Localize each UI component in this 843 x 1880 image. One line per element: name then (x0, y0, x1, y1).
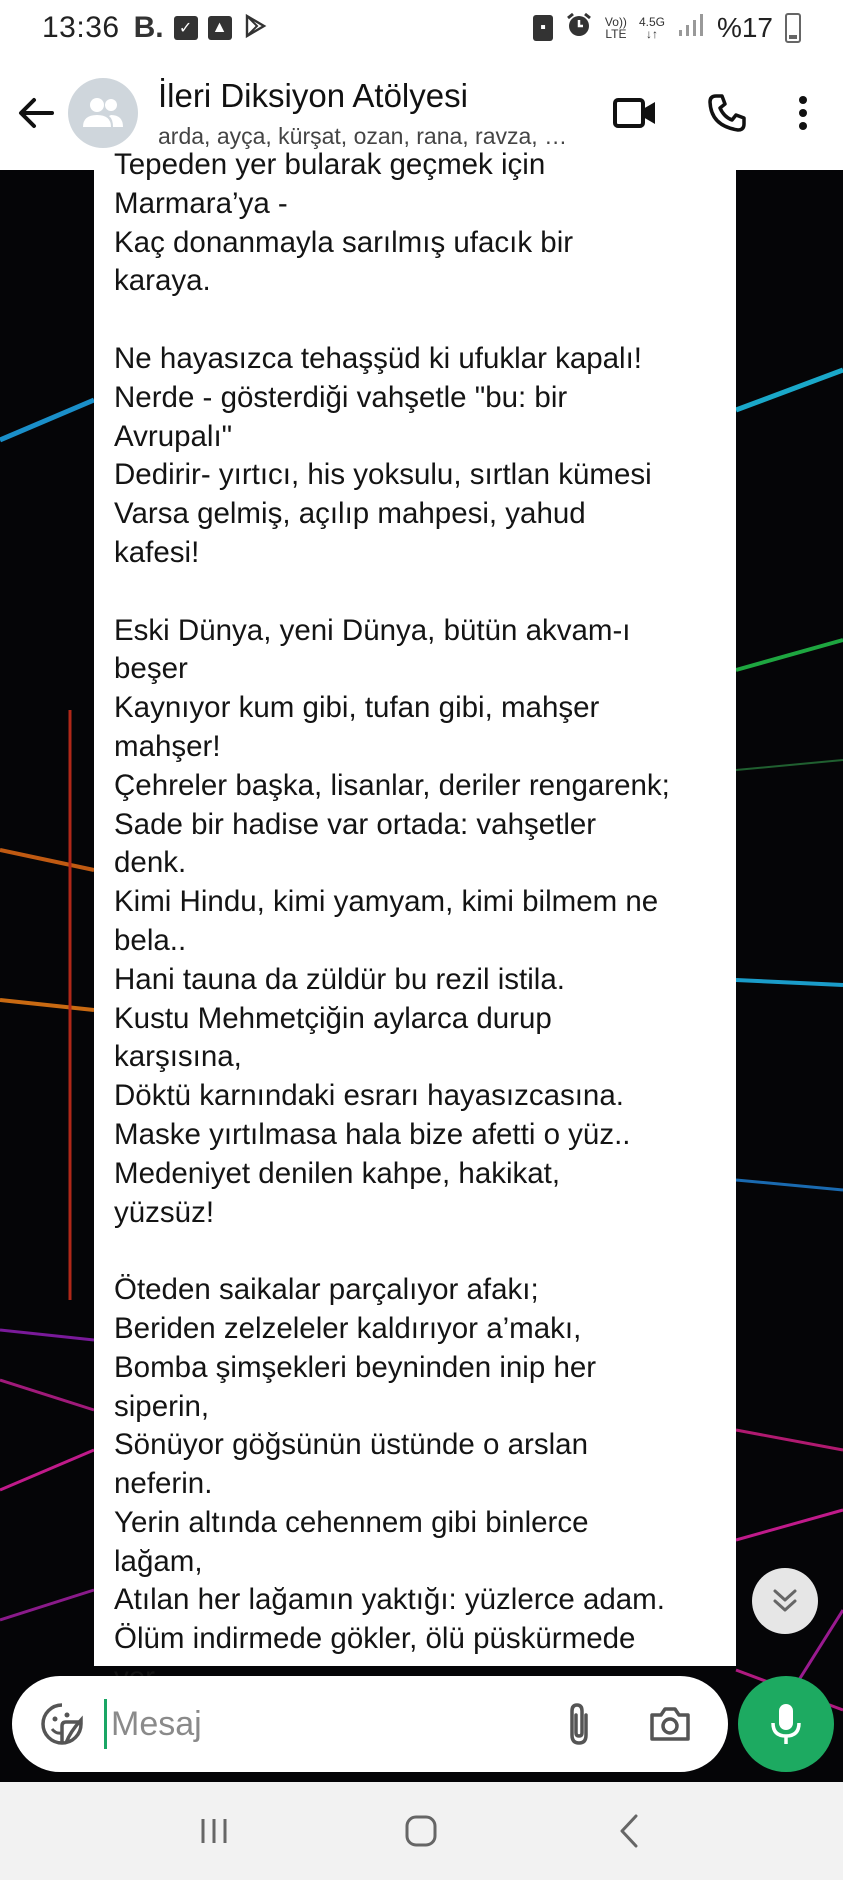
message-line: Kustu Mehmetçiğin aylarca durup (114, 1001, 552, 1035)
volte-bottom: LTE (605, 27, 627, 41)
nav-back-button[interactable] (594, 1801, 664, 1861)
nfc-icon: ▪ (533, 15, 553, 41)
gallery-notification-icon: ▲ (208, 16, 232, 40)
message-line: Eski Dünya, yeni Dünya, bütün akvam-ı (114, 613, 631, 647)
message-line: Atılan her lağamın yaktığı: yüzlerce adam. (114, 1583, 665, 1617)
voice-call-button[interactable] (699, 85, 755, 141)
message-line: Nerde - gösterdiği vahşetle "bu: bir (114, 380, 568, 414)
group-title: İleri Diksiyon Atölyesi (158, 76, 468, 114)
message-line: Sönüyor göğsünün üstünde o arslan (114, 1428, 588, 1462)
group-avatar[interactable] (68, 78, 138, 148)
message-line: kafesi! (114, 535, 200, 569)
message-line: Bomba şimşekleri beyninden inip her (114, 1350, 597, 1384)
message-line: Beriden zelzeleler kaldırıyor a’makı, (114, 1311, 582, 1345)
camera-button[interactable] (640, 1694, 700, 1754)
chevron-left-icon (617, 1813, 641, 1849)
message-text (114, 146, 724, 1698)
chat-title-block[interactable] (158, 77, 578, 150)
message-line: neferin. (114, 1467, 213, 1501)
volte-top: Vo)) (604, 15, 627, 29)
status-time: 13:36 (42, 11, 120, 44)
sticker-icon (40, 1702, 84, 1746)
group-members: arda, ayça, kürşat, ozan, rana, ravza, … (158, 122, 568, 149)
message-line: Marmara’ya - (114, 186, 288, 220)
message-line: yüzsüz! (114, 1195, 215, 1229)
recent-apps-icon (197, 1816, 231, 1846)
system-nav-bar (0, 1782, 843, 1880)
voice-message-button[interactable] (738, 1676, 834, 1772)
paperclip-icon (564, 1701, 594, 1747)
message-input[interactable] (104, 1699, 544, 1749)
notification-icons (134, 11, 268, 45)
message-line: Maske yırtılmasa hala bize afetti o yüz.. (114, 1117, 631, 1151)
more-vert-icon (798, 95, 808, 131)
message-line: Kaç donanmayla sarılmış ufacık bir (114, 225, 574, 259)
message-bubble[interactable] (94, 148, 736, 1666)
back-button[interactable] (4, 81, 68, 145)
message-line: Kaynıyor kum gibi, tufan gibi, mahşer (114, 691, 600, 725)
message-line: Döktü karnındaki esrarı hayasızcasına. (114, 1079, 624, 1113)
volte-indicator (605, 16, 627, 40)
message-line: Dedirir- yırtıcı, his yoksulu, sırtlan kümesi (114, 458, 652, 492)
message-line: karşısına, (114, 1040, 242, 1074)
message-line: lağam, (114, 1544, 203, 1578)
camera-icon (648, 1705, 692, 1743)
double-chevron-down-icon (770, 1586, 800, 1616)
message-line: Varsa gelmiş, açılıp mahpesi, yahud (114, 497, 586, 531)
header-actions (607, 85, 815, 141)
message-line (114, 1232, 724, 1271)
video-call-button[interactable] (607, 85, 663, 141)
video-call-icon (612, 96, 658, 130)
status-bar (0, 0, 843, 56)
attach-button[interactable] (554, 1694, 604, 1754)
signal-icon (677, 12, 705, 45)
message-line: karaya. (114, 264, 211, 298)
message-line: bela.. (114, 923, 187, 957)
message-line (114, 301, 724, 340)
home-button[interactable] (386, 1801, 456, 1861)
message-line: Yerin altında cehennem gibi binlerce (114, 1505, 589, 1539)
message-line: Tepeden yer bularak geçmek için (114, 148, 546, 181)
recent-apps-button[interactable] (179, 1801, 249, 1861)
message-line: Kimi Hindu, kimi yamyam, kimi bilmem ne (114, 885, 659, 919)
message-line: Çehreler başka, lisanlar, deriler rengarenk; (114, 768, 670, 802)
message-line: Öteden saikalar parçalıyor afakı; (114, 1273, 539, 1307)
message-line: Hani tauna da zül​dür bu rezil istila. (114, 962, 565, 996)
arrow-left-icon (16, 93, 56, 133)
message-composer (12, 1676, 728, 1772)
emoji-sticker-button[interactable] (32, 1694, 92, 1754)
message-line: siperin, (114, 1389, 210, 1423)
message-line: Medeniyet denilen kahpe, hakikat, (114, 1156, 561, 1190)
group-avatar-icon (81, 95, 125, 131)
scroll-to-bottom-button[interactable] (752, 1568, 818, 1634)
check-notification-icon: ✓ (174, 16, 198, 40)
message-line: Avrupalı" (114, 419, 233, 453)
home-icon (403, 1813, 439, 1849)
notification-b-icon: B. (133, 11, 164, 44)
message-line: mahşer! (114, 729, 221, 763)
message-line: Sade bir hadise var ortada: vahşetler (114, 807, 597, 841)
alarm-icon (565, 11, 593, 46)
message-line: Ölüm indirmede gökler, ölü püskürmede (114, 1622, 636, 1656)
phone-icon (707, 93, 747, 133)
message-line (114, 573, 724, 612)
message-line: Ne hayasızca tehaşşüd ki ufuklar kapalı! (114, 341, 643, 375)
message-line: denk. (114, 846, 187, 880)
data-type-label: 4.5G (638, 15, 665, 29)
play-store-notification-icon (242, 13, 268, 44)
microphone-icon (768, 1702, 804, 1746)
battery-icon (785, 13, 801, 43)
battery-percent: %17 (716, 12, 773, 43)
data-type-indicator: 4.5G ↓↑ (638, 15, 665, 41)
more-options-button[interactable] (791, 85, 815, 141)
status-right (533, 11, 801, 46)
message-line: beşer (114, 652, 188, 686)
